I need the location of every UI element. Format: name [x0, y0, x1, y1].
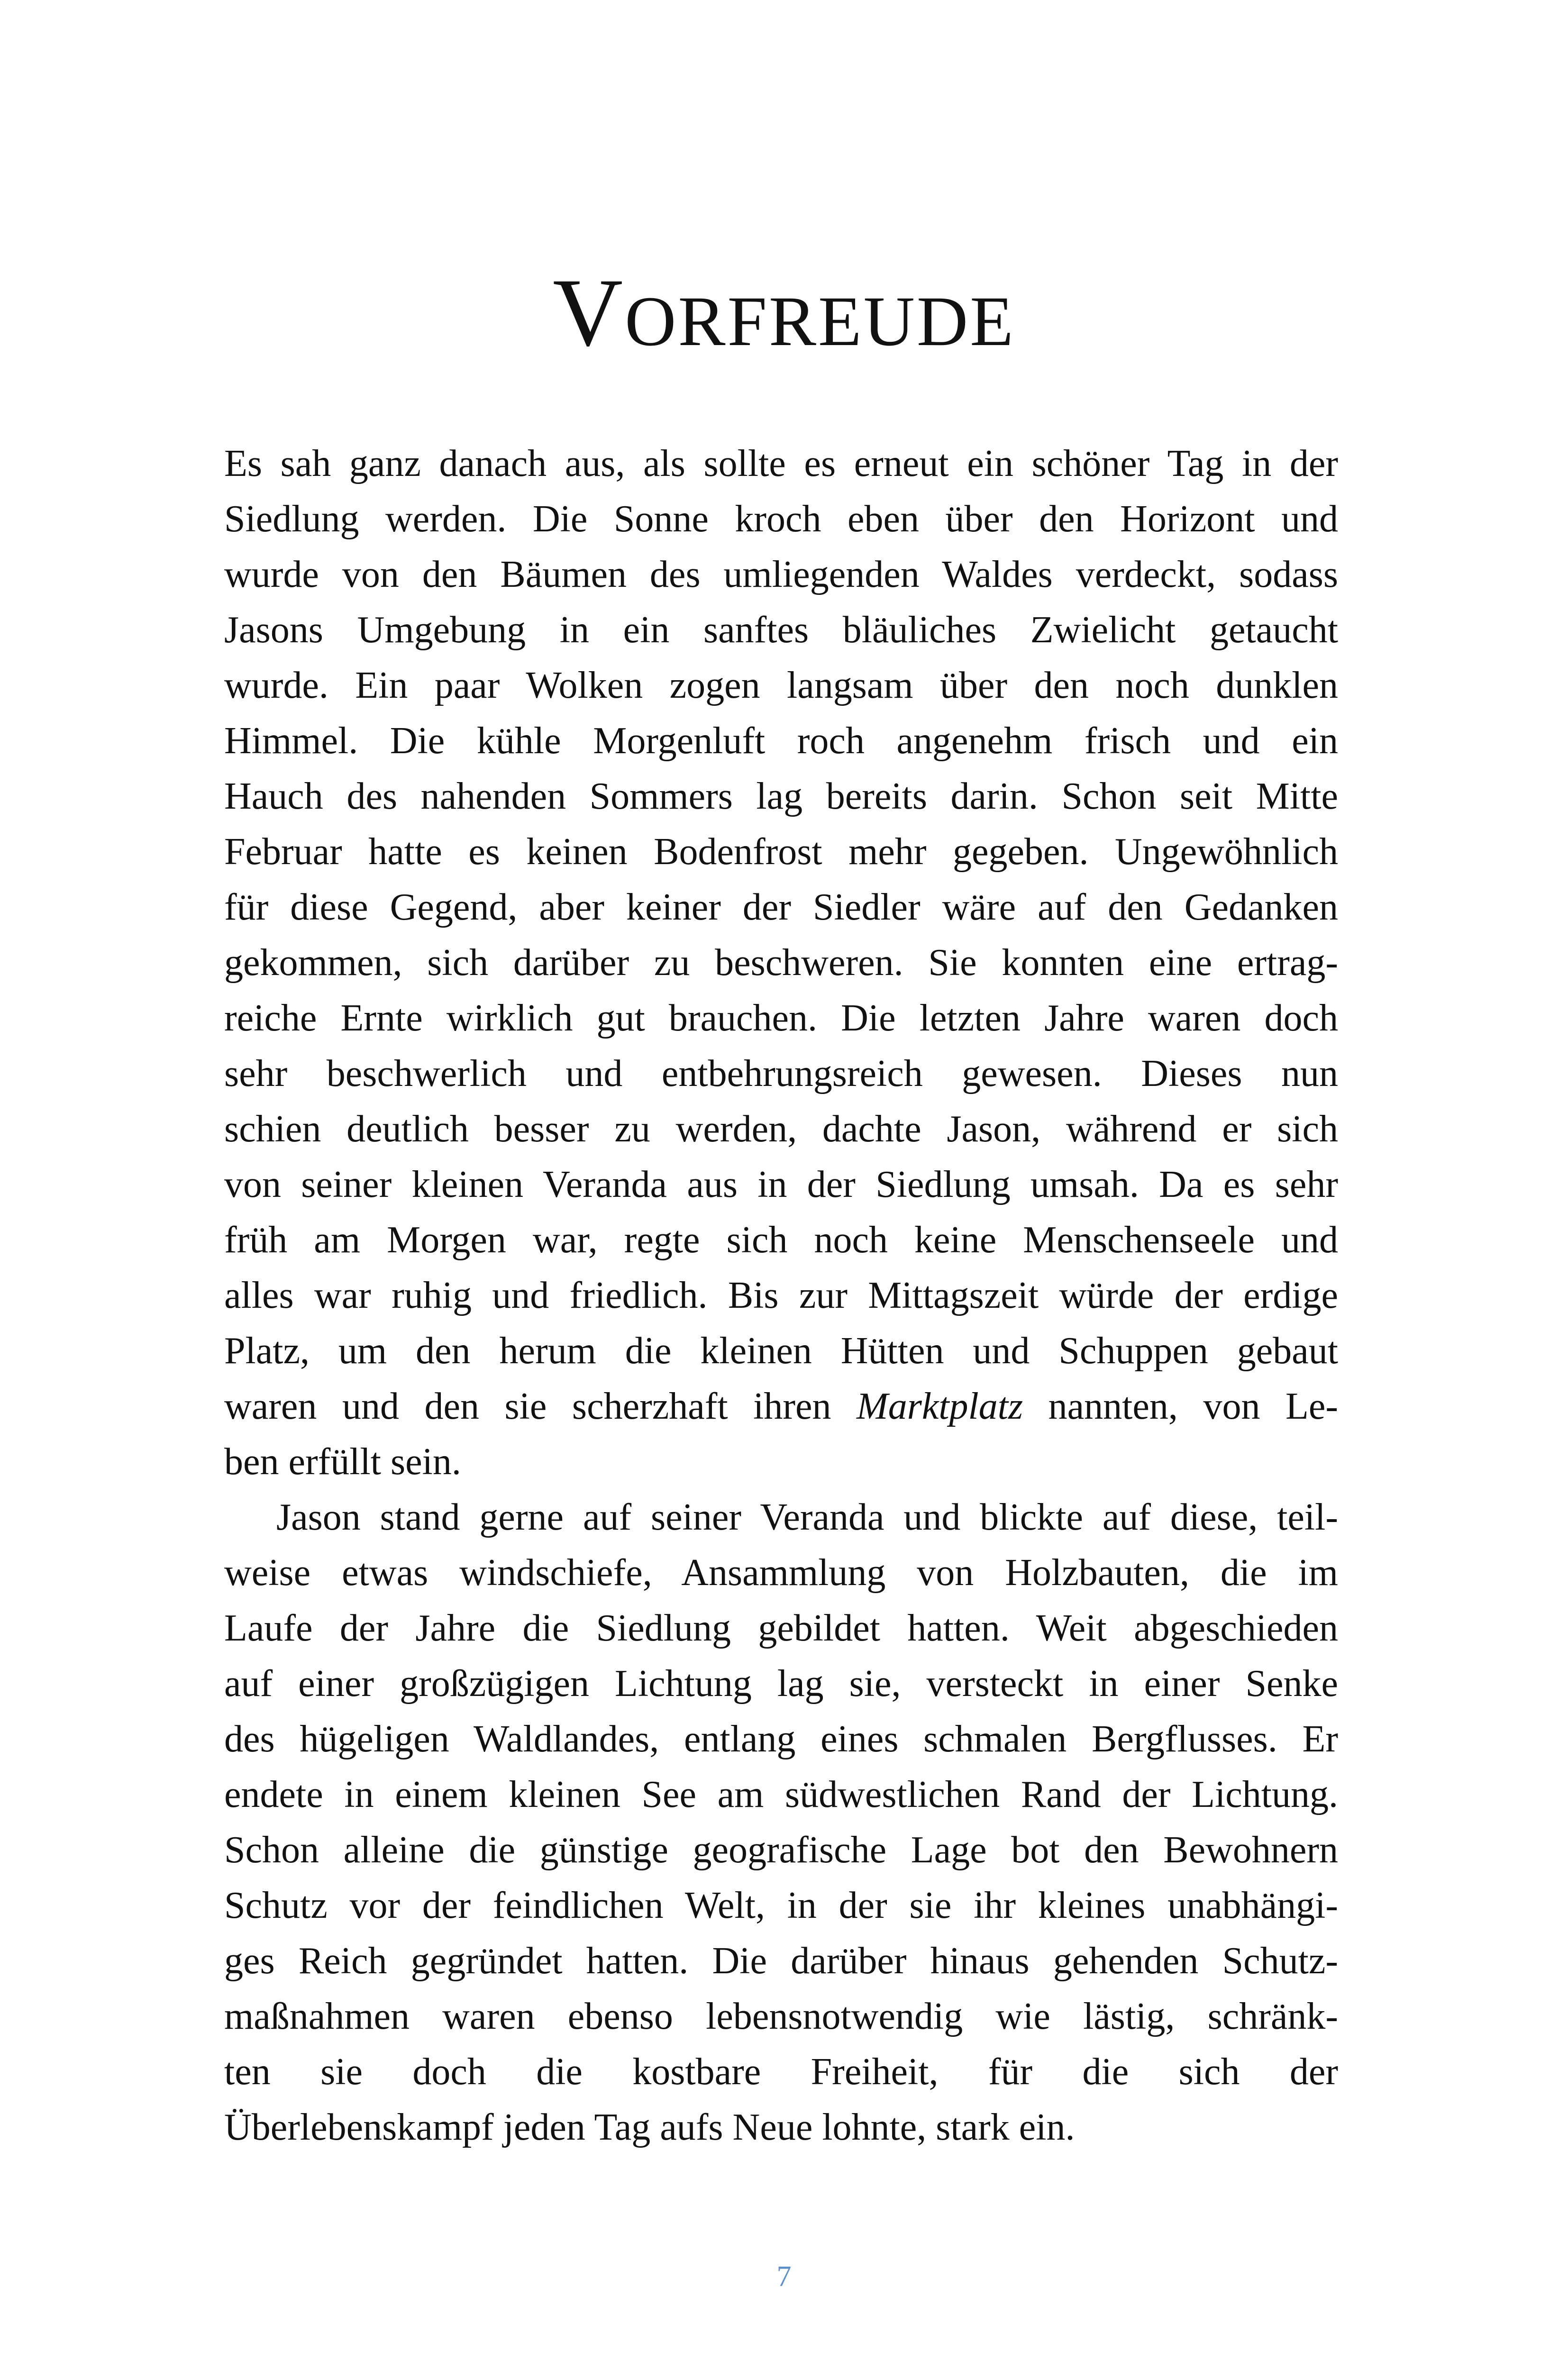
text-line: Schutz vor der feindlichen Welt, in der sie ihr kleines unabhängi-: [224, 1885, 1338, 1926]
text-line: Himmel. Die kühle Morgenluft roch angenehm frisch und ein: [224, 720, 1338, 762]
text-line: Es sah ganz danach aus, als sollte es erneut ein schöner Tag in der: [224, 443, 1338, 484]
text-line: schien deutlich besser zu werden, dachte Jason, während er sich: [224, 1108, 1338, 1150]
text-line: gekommen, sich darüber zu beschweren. Sie konnten eine ertrag-: [224, 942, 1338, 984]
text-line: ten sie doch die kostbare Freiheit, für die sich der: [224, 2051, 1338, 2093]
body-text: [224, 436, 1338, 2155]
text-line: wurde. Ein paar Wolken zogen langsam über den noch dunklen: [224, 665, 1338, 706]
text-segment: waren und den sie scherzhaft ihren: [224, 1386, 857, 1427]
text-line: auf einer großzügigen Lichtung lag sie, versteckt in einer Senke: [224, 1663, 1338, 1705]
text-line: endete in einem kleinen See am südwestlichen Rand der Lichtung.: [224, 1774, 1338, 1815]
text-line: Hauch des nahenden Sommers lag bereits darin. Schon seit Mitte: [224, 775, 1338, 817]
text-line: Überlebenskampf jeden Tag aufs Neue lohnte, stark ein.: [224, 2106, 1075, 2148]
text-line: von seiner kleinen Veranda aus in der Siedlung umsah. Da es sehr: [224, 1164, 1338, 1205]
page-number: 7: [776, 2261, 792, 2293]
text-line: Siedlung werden. Die Sonne kroch eben über den Horizont und: [224, 498, 1338, 540]
text-line: des hügeligen Waldlandes, entlang eines schmalen Bergflusses. Er: [224, 1718, 1338, 1760]
text-line: für diese Gegend, aber keiner der Siedler wäre auf den Gedanken: [224, 886, 1338, 928]
italic-text: Marktplatz: [857, 1386, 1023, 1427]
text-line: Februar hatte es keinen Bodenfrost mehr gegeben. Ungewöhnlich: [224, 831, 1338, 873]
text-line: sehr beschwerlich und entbehrungsreich gewesen. Dieses nun: [224, 1053, 1338, 1094]
text-line: Laufe der Jahre die Siedlung gebildet hatten. Weit abgeschieden: [224, 1607, 1338, 1649]
text-segment: nannten, von Le-: [1023, 1386, 1338, 1427]
text-line: wurde von den Bäumen des umliegenden Waldes verdeckt, sodass: [224, 554, 1338, 595]
chapter-title: [0, 0, 1568, 369]
text-line: weise etwas windschiefe, Ansammlung von Holzbauten, die im: [224, 1552, 1338, 1594]
text-line: maßnahmen waren ebenso lebensnotwendig wie lästig, schränk-: [224, 1996, 1338, 2037]
text-line: Jasons Umgebung in ein sanftes bläuliches Zwielicht getaucht: [224, 609, 1338, 651]
text-line: ges Reich gegründet hatten. Die darüber hinaus gehenden Schutz-: [224, 1940, 1338, 1982]
text-line: Platz, um den herum die kleinen Hütten und Schuppen gebaut: [224, 1330, 1338, 1372]
paragraph: [224, 436, 1338, 1490]
text-line: ben erfüllt sein.: [224, 1441, 461, 1483]
text-line: [224, 1379, 1338, 1434]
text-line: alles war ruhig und friedlich. Bis zur Mittagszeit würde der erdige: [224, 1275, 1338, 1316]
chapter-title-initial: V: [553, 259, 625, 366]
chapter-title-rest: ORFREUDE: [625, 282, 1015, 361]
text-line: Jason stand gerne auf seiner Veranda und blickte auf diese, teil-: [276, 1496, 1338, 1538]
text-line: reiche Ernte wirklich gut brauchen. Die letzten Jahre waren doch: [224, 997, 1338, 1039]
text-line: Schon alleine die günstige geografische Lage bot den Bewohnern: [224, 1829, 1338, 1871]
text-line: früh am Morgen war, regte sich noch keine Menschenseele und: [224, 1219, 1338, 1261]
paragraph: [224, 1490, 1338, 2155]
